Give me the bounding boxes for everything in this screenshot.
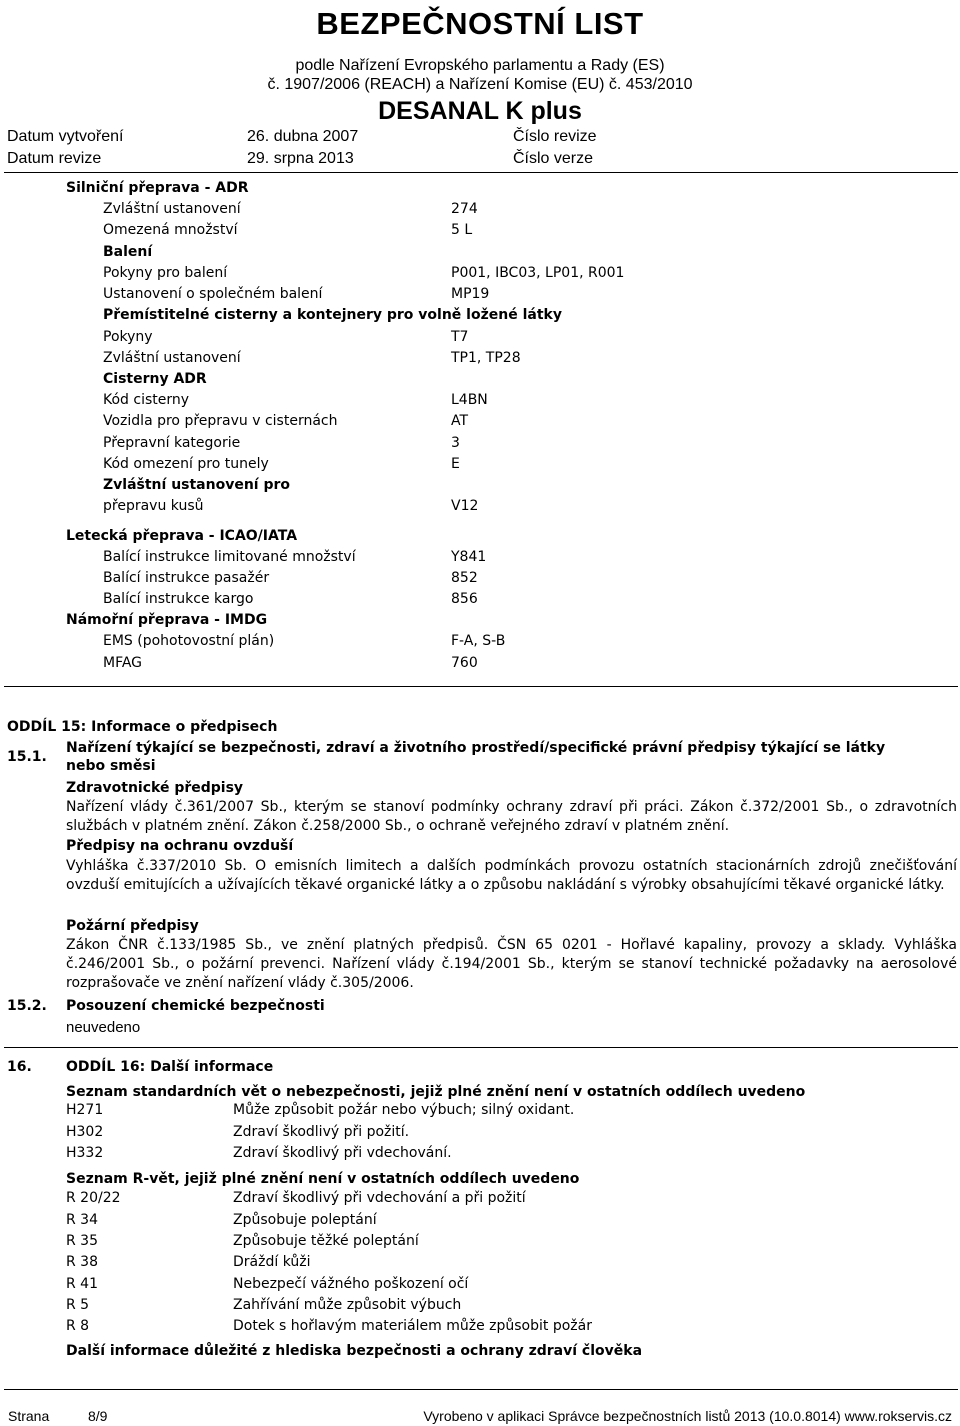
health-regulations-heading: Zdravotnické předpisy [66, 780, 244, 796]
packing-instructions-label: Pokyny pro balení [103, 265, 228, 281]
mfag-value: 760 [451, 655, 478, 671]
air-regulations-text: Vyhláška č.337/2010 Sb. O emisních limitech a dalších podmínkách provozu ostatních stacionárních zdrojů znečišťování ovzduší emitujících a užívajících těkavé organické látky a o způsobu nakládání s výrobky obsahujícími těkavé organické látky. [66, 858, 957, 893]
r-phrase-code: R 20/22 [66, 1190, 121, 1206]
packaging-heading: Balení [103, 244, 153, 260]
mixed-packing-label: Ustanovení o společném balení [103, 286, 323, 302]
road-transport-heading: Silniční přeprava - ADR [66, 180, 249, 196]
limited-quantity-label: Omezená množství [103, 222, 238, 238]
chemical-safety-heading: Posouzení chemické bezpečnosti [66, 998, 325, 1014]
special-provision-value: 274 [451, 201, 478, 217]
r-phrase-text: Dotek s hořlavým materiálem může způsobit požár [233, 1318, 592, 1334]
ems-label: EMS (pohotovostní plán) [103, 633, 275, 649]
section-15-1-number: 15.1. [7, 749, 47, 765]
generator-credit: Vyrobeno v aplikaci Správce bezpečnostních listů 2013 (10.0.8014) www.rokservis.cz [423, 1408, 952, 1424]
ems-value: F-A, S-B [451, 633, 506, 649]
tank-vehicle-label: Vozidla pro přepravu v cisternách [103, 413, 338, 429]
section-15-2-number: 15.2. [7, 998, 47, 1014]
tank-special-provision-label: Zvláštní ustanovení [103, 350, 241, 366]
further-info-heading: Další informace důležité z hlediska bezpečnosti a ochrany zdraví člověka [66, 1343, 643, 1359]
portable-tanks-heading: Přemístitelné cisterny a kontejnery pro volně ložené látky [103, 307, 562, 323]
revised-value: 29. srpna 2013 [247, 150, 354, 167]
sea-transport-heading: Námořní přeprava - IMDG [66, 612, 268, 628]
special-packages-value: V12 [451, 498, 479, 514]
limited-qty-packing-label: Balící instrukce limitované množství [103, 549, 356, 565]
revision-number-label: Číslo revize [513, 128, 597, 145]
revised-label: Datum revize [7, 150, 102, 167]
tunnel-code-value: E [451, 456, 460, 472]
page-label: Strana [8, 1408, 50, 1424]
passenger-packing-label: Balící instrukce pasažér [103, 570, 270, 586]
fire-regulations-heading: Požární předpisy [66, 918, 199, 934]
transport-category-label: Přepravní kategorie [103, 435, 241, 451]
created-value: 26. dubna 2007 [247, 128, 359, 145]
section-15-1-heading-line-1: Nařízení týkající se bezpečnosti, zdraví a životního prostředí/specifické právní předpisy týkající se látky [66, 740, 886, 756]
section-15-divider [4, 1047, 958, 1048]
version-number-label: Číslo verze [513, 150, 594, 167]
adr-tanks-heading: Cisterny ADR [103, 371, 207, 387]
h-statement-code: H332 [66, 1145, 104, 1161]
r-phrase-code: R 8 [66, 1318, 90, 1334]
fire-regulations-text: Zákon ČNR č.133/1985 Sb., ve znění platných předpisů. ČSN 65 0201 - Hořlavé kapaliny, provozy a sklady. Vyhláška č.246/2001 Sb., o požární prevenci. Nařízení vlády č.194/2001 Sb., kterým se stanoví technické požadavky na aerosolové rozprašovače ve znění nařízení vlády č.305/2006. [66, 937, 957, 991]
tunnel-code-label: Kód omezení pro tunely [103, 456, 269, 472]
passenger-packing-value: 852 [451, 570, 478, 586]
r-phrase-code: R 5 [66, 1297, 90, 1313]
h-statement-text: Může způsobit požár nebo výbuch; silný oxidant. [233, 1102, 575, 1118]
mixed-packing-value: MP19 [451, 286, 490, 302]
r-phrase-text: Nebezpečí vážného poškození očí [233, 1276, 469, 1292]
air-transport-heading: Letecká přeprava - ICAO/IATA [66, 528, 298, 544]
r-phrase-code: R 41 [66, 1276, 98, 1292]
r-phrase-text: Způsobuje těžké poleptání [233, 1233, 419, 1249]
footer-divider [4, 1389, 958, 1390]
r-phrases-heading: Seznam R-vět, jejiž plné znění není v ostatních oddílech uvedeno [66, 1171, 580, 1187]
r-phrase-code: R 38 [66, 1254, 98, 1270]
regulation-line-2: č. 1907/2006 (REACH) a Nařízení Komise (EU) č. 453/2010 [267, 76, 693, 93]
special-provision-label: Zvláštní ustanovení [103, 201, 241, 217]
page-number: 8/9 [88, 1408, 108, 1424]
tank-vehicle-value: AT [451, 413, 469, 429]
section-15-1-heading-line-2: nebo směsi [66, 758, 156, 774]
tank-code-label: Kód cisterny [103, 392, 190, 408]
health-regulations-text: Nařízení vlády č.361/2007 Sb., kterým se stanoví podmínky ochrany zdraví při práci. Zákon č.372/2001 Sb., o zdravotních službách v platném znění. Zákon č.258/2000 Sb., o ochraně veřejného zdraví v platném znění. [66, 799, 957, 834]
h-statement-code: H271 [66, 1102, 104, 1118]
special-packages-heading: Zvláštní ustanovení pro [103, 477, 291, 493]
r-phrase-text: Způsobuje poleptání [233, 1212, 377, 1228]
tank-instructions-label: Pokyny [103, 329, 153, 345]
h-statement-text: Zdraví škodlivý při požití. [233, 1124, 410, 1140]
created-label: Datum vytvoření [7, 128, 124, 145]
regulation-line-1: podle Nařízení Evropského parlamentu a Rady (ES) [295, 57, 665, 74]
r-phrase-text: Zahřívání může způsobit výbuch [233, 1297, 462, 1313]
document-title: BEZPEČNOSTNÍ LIST [316, 6, 644, 41]
mfag-label: MFAG [103, 655, 143, 671]
h-statements-heading: Seznam standardních vět o nebezpečnosti, jejiž plné znění není v ostatních oddílech uvedeno [66, 1084, 806, 1100]
tank-special-provision-value: TP1, TP28 [451, 350, 521, 366]
air-regulations-heading: Předpisy na ochranu ovzduší [66, 838, 294, 854]
cargo-packing-label: Balící instrukce kargo [103, 591, 254, 607]
header-divider [4, 172, 958, 173]
section-14-divider [4, 686, 958, 687]
limited-quantity-value: 5 L [451, 222, 473, 238]
r-phrase-code: R 34 [66, 1212, 98, 1228]
packing-instructions-value: P001, IBC03, LP01, R001 [451, 265, 625, 281]
section-16-heading: ODDÍL 16: Další informace [66, 1059, 274, 1075]
cargo-packing-value: 856 [451, 591, 478, 607]
r-phrase-text: Zdraví škodlivý při vdechování a při požití [233, 1190, 526, 1206]
h-statement-code: H302 [66, 1124, 104, 1140]
product-name: DESANAL K plus [378, 97, 582, 125]
special-packages-label: přepravu kusů [103, 498, 204, 514]
chemical-safety-value: neuvedeno [66, 1019, 141, 1036]
tank-instructions-value: T7 [451, 329, 469, 345]
r-phrase-text: Dráždí kůži [233, 1254, 311, 1270]
limited-qty-packing-value: Y841 [451, 549, 487, 565]
section-15-heading: ODDÍL 15: Informace o předpisech [7, 719, 278, 735]
tank-code-value: L4BN [451, 392, 488, 408]
h-statement-text: Zdraví škodlivý při vdechování. [233, 1145, 452, 1161]
transport-category-value: 3 [451, 435, 460, 451]
section-16-number: 16. [7, 1059, 32, 1075]
r-phrase-code: R 35 [66, 1233, 98, 1249]
